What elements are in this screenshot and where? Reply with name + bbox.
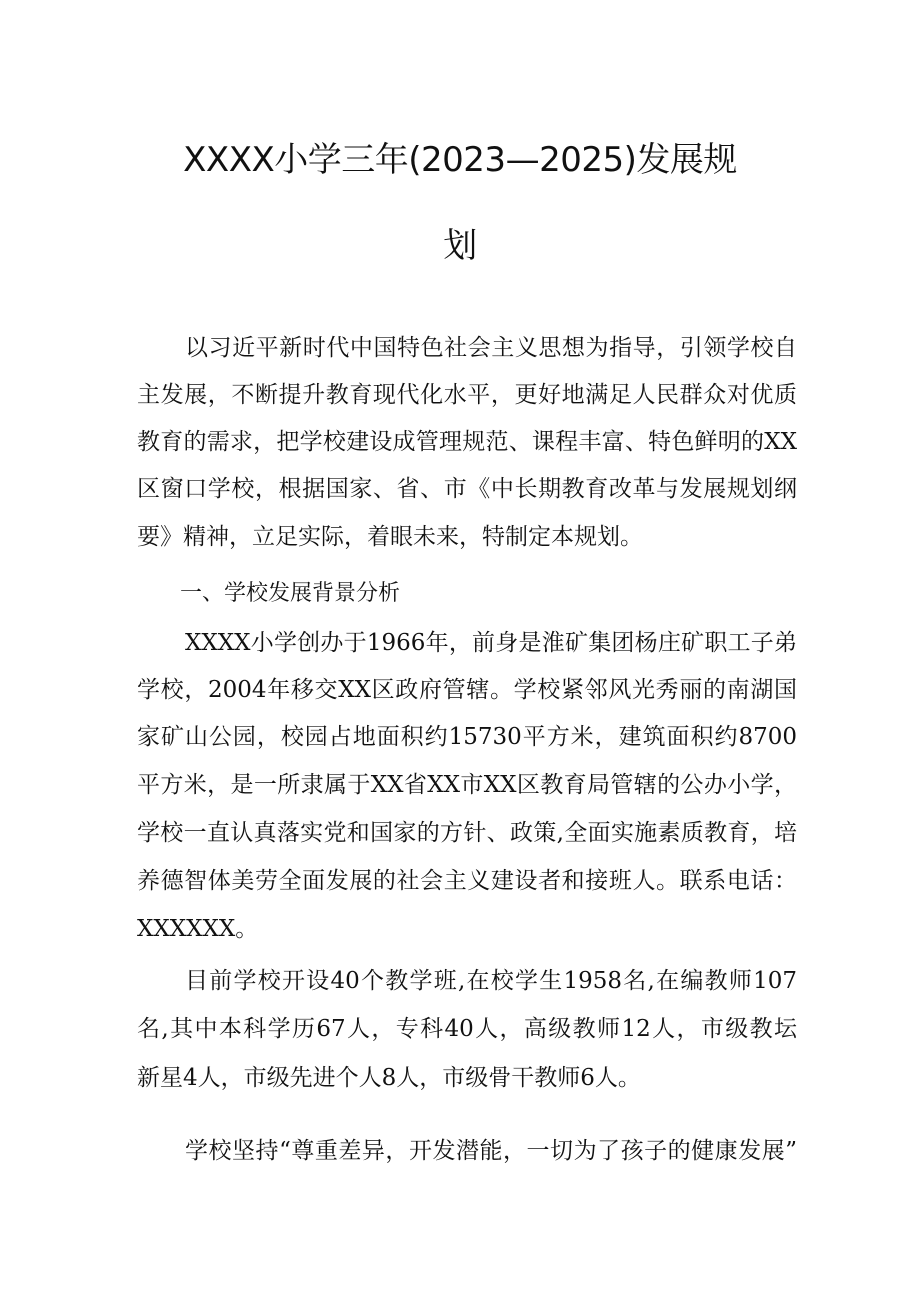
intro-line-3: 教育的需求，把学校建设成管理规范、课程丰富、特色鲜明的XX bbox=[137, 429, 797, 455]
para1-line-3: 家矿山公园，校园占地面积约15730平方米，建筑面积约8700 bbox=[137, 724, 797, 750]
para1-line-4: 平方米，是一所隶属于XX省XX市XX区教育局管辖的公办小学， bbox=[137, 772, 797, 798]
para3-line-1: 学校坚持“尊重差异，开发潜能，一切为了孩子的健康发展” bbox=[185, 1138, 797, 1164]
para1-line-6: 养德智体美劳全面发展的社会主义建设者和接班人。联系电话： bbox=[137, 868, 797, 894]
para1-line-2: 学校，2004年移交XX区政府管辖。学校紧邻风光秀丽的南湖国 bbox=[137, 677, 797, 703]
document-title-line-1: XXXX小学三年(2023—2025)发展规 bbox=[183, 140, 737, 180]
para2-line-3: 新星4人，市级先进个人8人，市级骨干教师6人。 bbox=[137, 1065, 641, 1091]
para2-line-2: 名,其中本科学历67人，专科40人，高级教师12人，市级教坛 bbox=[137, 1016, 797, 1042]
intro-line-4: 区窗口学校，根据国家、省、市《中长期教育改革与发展规划纲 bbox=[137, 476, 797, 502]
para1-line-5: 学校一直认真落实党和国家的方针、政策,全面实施素质教育，培 bbox=[137, 820, 797, 846]
para1-line-1: XXXX小学创办于1966年，前身是淮矿集团杨庄矿职工子弟 bbox=[185, 630, 797, 656]
intro-line-1: 以习近平新时代中国特色社会主义思想为指导，引领学校自 bbox=[185, 335, 797, 361]
document-title-line-2: 划 bbox=[443, 226, 477, 266]
intro-line-2: 主发展，不断提升教育现代化水平，更好地满足人民群众对优质 bbox=[137, 382, 797, 408]
intro-line-5: 要》精神，立足实际，着眼未来，特制定本规划。 bbox=[137, 524, 643, 550]
section-heading: 一、学校发展背景分析 bbox=[180, 581, 401, 606]
para2-line-1: 目前学校开设40个教学班,在校学生1958名,在编教师107 bbox=[185, 968, 797, 994]
para1-line-7: XXXXXX。 bbox=[137, 916, 259, 942]
